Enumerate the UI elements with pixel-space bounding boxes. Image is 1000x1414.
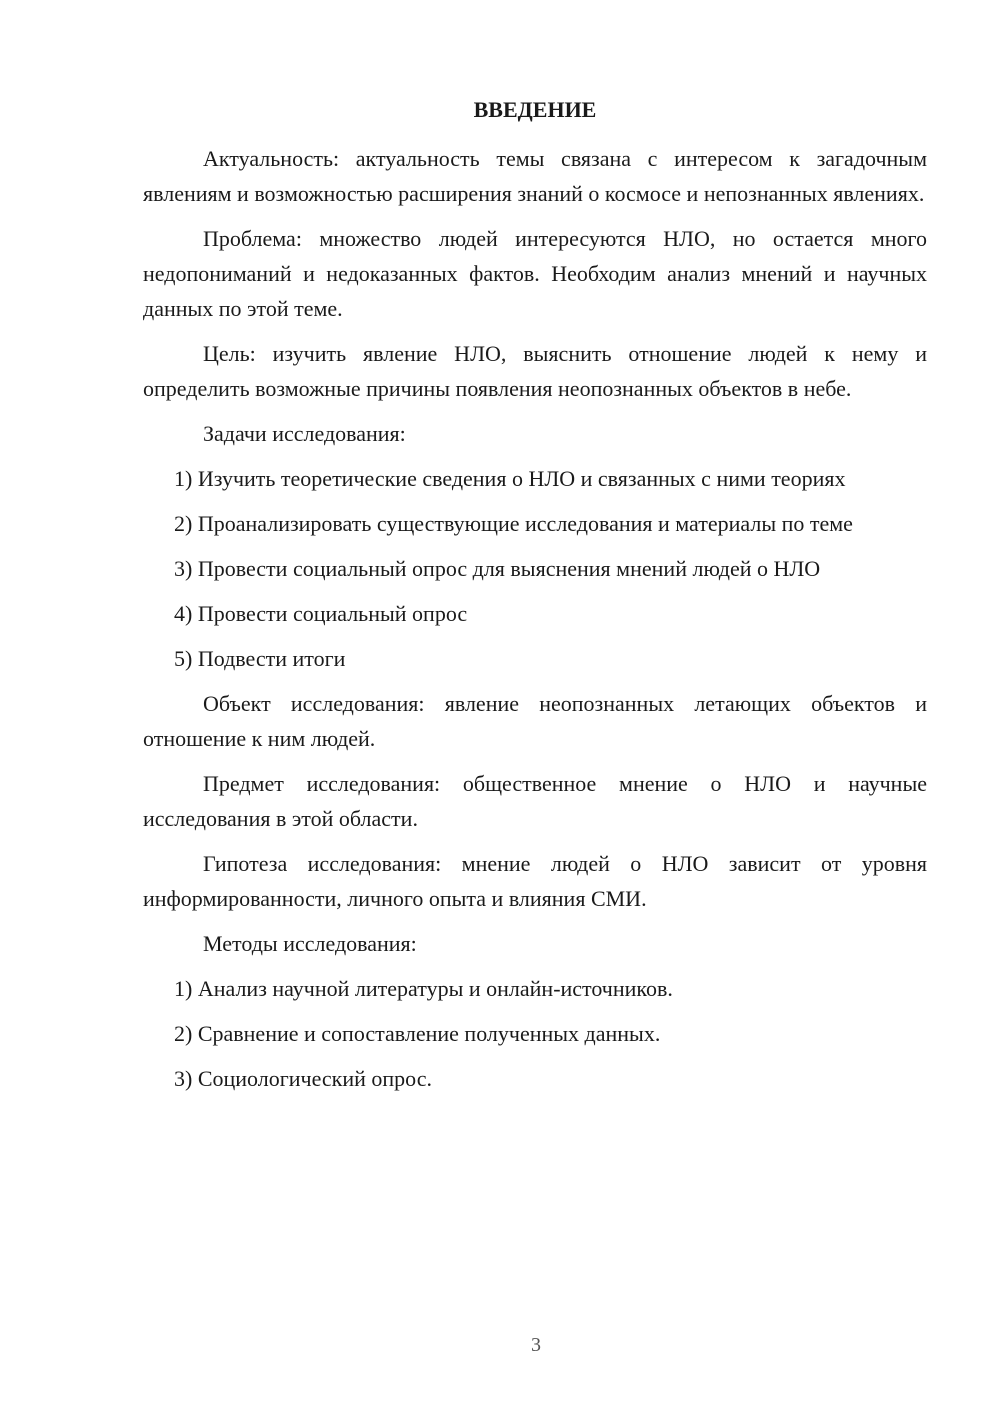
object-paragraph: Объект исследования: явление неопознанных летающих объектов и отношение к ним людей. bbox=[143, 691, 927, 751]
method-item-3: 3) Социологический опрос. bbox=[174, 1066, 432, 1091]
relevance-paragraph: Актуальность: актуальность темы связана с интересом к загадочным явлениям и возможностью расширения знаний о космосе и непознанных явлениях. bbox=[143, 146, 927, 206]
method-item-1: 1) Анализ научной литературы и онлайн-источников. bbox=[174, 976, 673, 1001]
task-item-2: 2) Проанализировать существующие исследования и материалы по теме bbox=[174, 511, 853, 536]
subject-paragraph: Предмет исследования: общественное мнение о НЛО и научные исследования в этой области. bbox=[143, 771, 927, 831]
tasks-heading: Задачи исследования: bbox=[203, 421, 406, 446]
methods-heading: Методы исследования: bbox=[203, 931, 417, 956]
task-item-5: 5) Подвести итоги bbox=[174, 646, 346, 671]
task-item-1: 1) Изучить теоретические сведения о НЛО и связанных с ними теориях bbox=[174, 466, 846, 491]
goal-paragraph: Цель: изучить явление НЛО, выяснить отношение людей к нему и определить возможные причины появления неопознанных объектов в небе. bbox=[143, 341, 927, 401]
task-item-4: 4) Провести социальный опрос bbox=[174, 601, 468, 626]
problem-paragraph: Проблема: множество людей интересуются НЛО, но остается много недопониманий и недоказанных фактов. Необходим анализ мнений и научных данных по этой теме. bbox=[143, 226, 927, 321]
page-number: 3 bbox=[531, 1334, 541, 1356]
document-body bbox=[143, 96, 927, 1106]
hypothesis-paragraph: Гипотеза исследования: мнение людей о НЛО зависит от уровня информированности, личного опыта и влияния СМИ. bbox=[143, 851, 927, 911]
page-title: ВВЕДЕНИЕ bbox=[473, 97, 597, 122]
task-item-3: 3) Провести социальный опрос для выяснения мнений людей о НЛО bbox=[174, 556, 821, 581]
method-item-2: 2) Сравнение и сопоставление полученных данных. bbox=[174, 1021, 661, 1046]
